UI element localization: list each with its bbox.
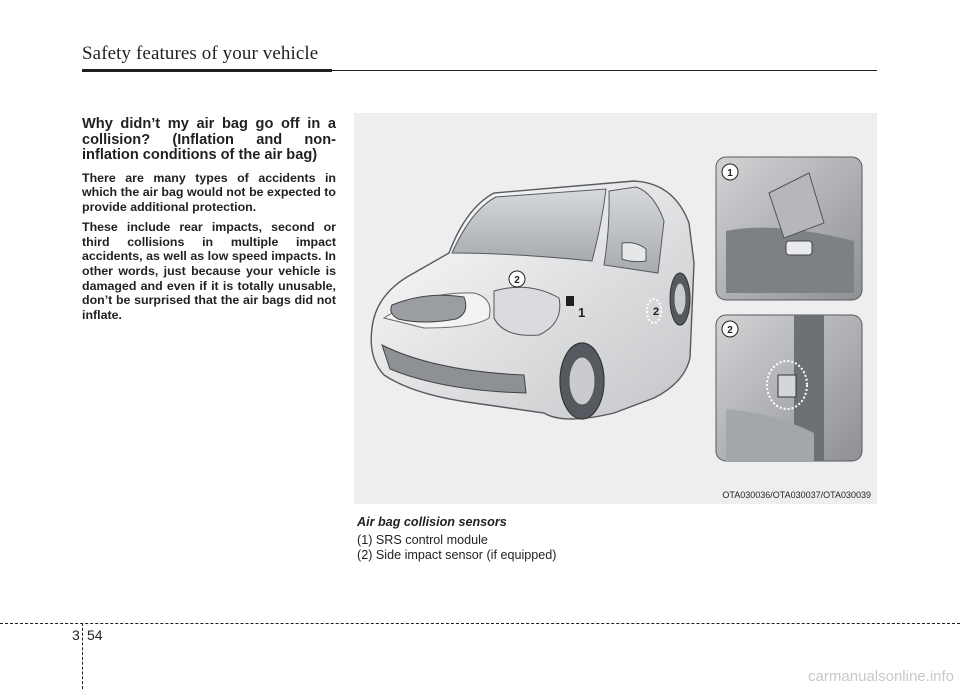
callout-2-hood [509,271,525,287]
paragraph-2: These include rear impacts, second or third collisions in multiple impact accidents, as well as low speed impacts. In other words, just because your vehicle is damaged and even if it is totally unusable, don’t be surprised that the air bags did not inflate. [82,220,336,322]
header-rule-thin [332,70,877,71]
footer-rule [0,623,960,624]
caption-title: Air bag collision sensors [357,515,507,529]
svg-text:1: 1 [727,168,733,179]
front-wheel [560,343,604,419]
header-title: Safety features of your vehicle [82,43,319,64]
airbag-sensor-figure [354,113,877,504]
text-column [82,117,336,328]
svg-text:2: 2 [727,325,733,336]
caption-item-1: (1) SRS control module [357,533,488,547]
chapter-number: 3 [72,627,80,643]
figure-caption [357,515,777,564]
section-heading: Why didn’t my air bag go off in a collision? (Inflation and non-inflation conditions of the air bag) [82,116,336,163]
figure-code: OTA030036/OTA030037/OTA030039 [722,490,871,500]
inset-srs-module [716,157,862,300]
svg-text:2: 2 [514,275,520,286]
car-body [371,181,694,419]
car-illustration [354,113,877,504]
caption-item-2: (2) Side impact sensor (if equipped) [357,548,557,563]
page-number: 54 [87,627,103,643]
inset-side-sensor [716,315,862,461]
rear-wheel [670,273,690,325]
svg-text:1: 1 [578,305,586,320]
header-rule-thick [82,69,332,72]
watermark: carmanualsonline.info [808,668,954,685]
paragraph-1: There are many types of accidents in which the air bag would not be expected to provide additional protection. [82,170,336,214]
svg-text:2: 2 [652,306,660,318]
footer-divider [82,623,83,689]
